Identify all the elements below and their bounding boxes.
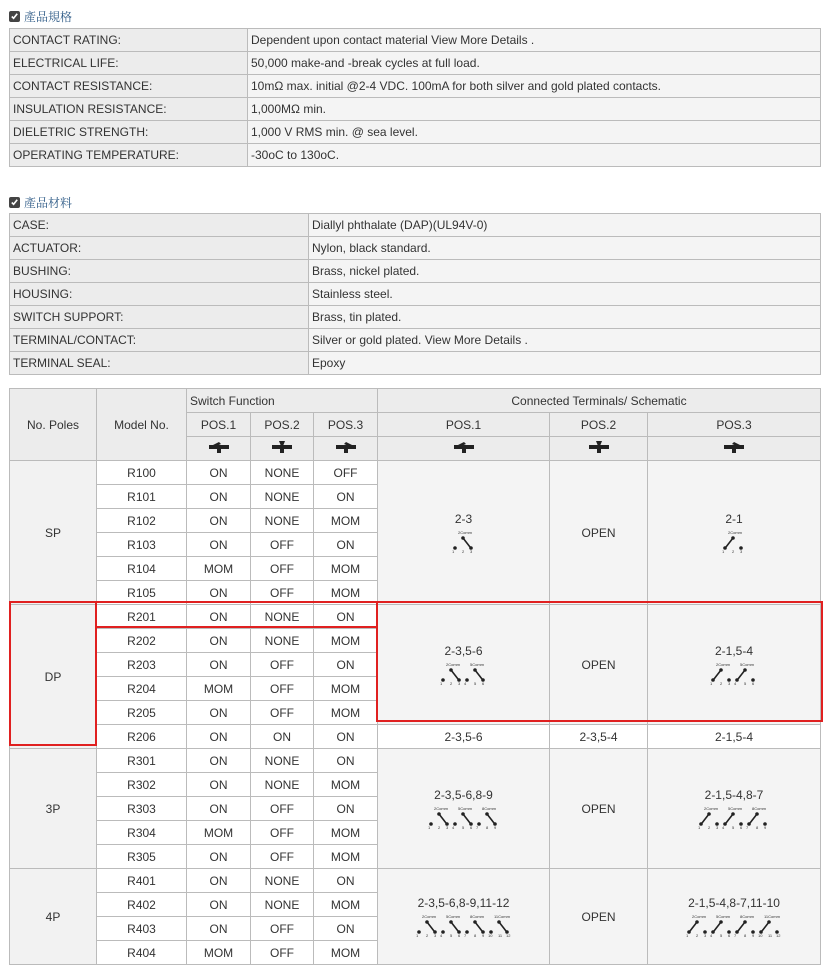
connection-pos1-cell bbox=[378, 869, 550, 965]
pos1-cell: ON bbox=[187, 653, 251, 677]
pos3-cell: ON bbox=[314, 485, 378, 509]
header-pos1: POS.1 bbox=[187, 413, 251, 437]
model-no-cell: R402 bbox=[97, 893, 187, 917]
pos3-cell: ON bbox=[314, 605, 378, 629]
toggle-icon bbox=[208, 440, 230, 454]
spec-label: OPERATING TEMPERATURE: bbox=[10, 144, 248, 167]
svg-text:10: 10 bbox=[758, 933, 763, 937]
spec-value: 1,000 V RMS min. @ sea level. bbox=[248, 121, 821, 144]
svg-text:2: 2 bbox=[425, 933, 428, 937]
pos3-cell: ON bbox=[314, 653, 378, 677]
svg-text:6: 6 bbox=[481, 681, 484, 685]
pos2-cell: OFF bbox=[251, 941, 314, 965]
spec-row bbox=[10, 52, 821, 75]
pos1-cell: ON bbox=[187, 773, 251, 797]
pos1-cell: ON bbox=[187, 461, 251, 485]
svg-text:7: 7 bbox=[734, 933, 737, 937]
pos3-cell: MOM bbox=[314, 677, 378, 701]
toggle-icon bbox=[453, 440, 475, 454]
connection-label: 2-3 bbox=[454, 512, 473, 526]
model-no-cell: R100 bbox=[97, 461, 187, 485]
connection-pos3-cell bbox=[648, 749, 821, 869]
pos3-cell: MOM bbox=[314, 629, 378, 653]
pos3-cell: MOM bbox=[314, 773, 378, 797]
header-pos2: POS.2 bbox=[251, 413, 314, 437]
connection-label: 2-3,5-6,8-9,11-12 bbox=[417, 896, 510, 910]
header-pos3: POS.3 bbox=[314, 413, 378, 437]
model-no-cell: R201 bbox=[97, 605, 187, 629]
spec-row bbox=[10, 329, 821, 352]
table-row bbox=[10, 461, 821, 485]
pos3-cell: OFF bbox=[314, 461, 378, 485]
svg-text:8Comm: 8Comm bbox=[740, 914, 755, 919]
pos2-cell: NONE bbox=[251, 629, 314, 653]
poles-cell: SP bbox=[10, 461, 97, 605]
spec-value: Stainless steel. bbox=[309, 283, 821, 306]
model-no-cell: R101 bbox=[97, 485, 187, 509]
spec-section-header[interactable] bbox=[9, 8, 72, 25]
schematic-pos3-icon bbox=[707, 661, 761, 685]
pos1-cell: MOM bbox=[187, 941, 251, 965]
model-no-cell: R305 bbox=[97, 845, 187, 869]
spec-label: ELECTRICAL LIFE: bbox=[10, 52, 248, 75]
schematic-pos3-icon bbox=[683, 913, 785, 937]
svg-text:2: 2 bbox=[696, 933, 699, 937]
svg-text:8Comm: 8Comm bbox=[752, 806, 767, 811]
pos1-cell: ON bbox=[187, 917, 251, 941]
pos1-cell: ON bbox=[187, 701, 251, 725]
svg-text:6: 6 bbox=[740, 825, 743, 829]
svg-text:1: 1 bbox=[722, 549, 725, 553]
svg-text:2Comm: 2Comm bbox=[716, 662, 731, 667]
svg-text:8: 8 bbox=[756, 825, 759, 829]
spec-label: CONTACT RESISTANCE: bbox=[10, 75, 248, 98]
spec-label: CONTACT RATING: bbox=[10, 29, 248, 52]
section-title: 產品材料 bbox=[24, 196, 73, 210]
pos2-cell: NONE bbox=[251, 485, 314, 509]
svg-text:4: 4 bbox=[463, 681, 466, 685]
model-no-cell: R205 bbox=[97, 701, 187, 725]
svg-text:4: 4 bbox=[722, 825, 725, 829]
svg-text:11: 11 bbox=[497, 933, 502, 937]
svg-text:2Comm: 2Comm bbox=[421, 914, 436, 919]
pos3-cell: MOM bbox=[314, 701, 378, 725]
switch-function-table bbox=[9, 388, 821, 965]
svg-text:1: 1 bbox=[439, 681, 442, 685]
spec-label: BUSHING: bbox=[10, 260, 309, 283]
pos2-cell: NONE bbox=[251, 605, 314, 629]
svg-text:5Comm: 5Comm bbox=[716, 914, 731, 919]
pos2-cell: NONE bbox=[251, 869, 314, 893]
model-no-cell: R103 bbox=[97, 533, 187, 557]
spec-value: Silver or gold plated. View More Details . bbox=[309, 329, 821, 352]
material-table bbox=[9, 213, 821, 375]
connection-pos1-cell: 2-3,5-6 bbox=[378, 725, 550, 749]
svg-text:5Comm: 5Comm bbox=[445, 914, 460, 919]
svg-text:3: 3 bbox=[704, 933, 707, 937]
schematic-pos3-icon bbox=[719, 529, 749, 553]
toggle-position-icon bbox=[550, 437, 648, 461]
svg-text:8Comm: 8Comm bbox=[469, 914, 484, 919]
spec-label: DIELETRIC STRENGTH: bbox=[10, 121, 248, 144]
pos3-cell: MOM bbox=[314, 557, 378, 581]
schematic-pos1-icon bbox=[413, 913, 515, 937]
spec-row bbox=[10, 75, 821, 98]
schematic-pos1-icon bbox=[449, 529, 479, 553]
schematic-pos1-icon bbox=[437, 661, 491, 685]
svg-text:3: 3 bbox=[445, 825, 448, 829]
svg-text:8Comm: 8Comm bbox=[481, 806, 496, 811]
svg-text:7: 7 bbox=[475, 825, 478, 829]
spec-label: INSULATION RESISTANCE: bbox=[10, 98, 248, 121]
svg-text:6: 6 bbox=[752, 681, 755, 685]
svg-text:1: 1 bbox=[698, 825, 701, 829]
spec-row bbox=[10, 29, 821, 52]
svg-text:1: 1 bbox=[710, 681, 713, 685]
svg-text:5: 5 bbox=[473, 681, 476, 685]
svg-text:10: 10 bbox=[487, 933, 492, 937]
pos3-cell: MOM bbox=[314, 821, 378, 845]
svg-text:2: 2 bbox=[708, 825, 711, 829]
spec-label: CASE: bbox=[10, 214, 309, 237]
model-no-cell: R202 bbox=[97, 629, 187, 653]
spec-row bbox=[10, 260, 821, 283]
svg-text:8: 8 bbox=[473, 933, 476, 937]
pos3-cell: MOM bbox=[314, 893, 378, 917]
svg-text:3: 3 bbox=[457, 681, 460, 685]
model-no-cell: R204 bbox=[97, 677, 187, 701]
header-conn-pos1: POS.1 bbox=[378, 413, 550, 437]
spec-value: 1,000MΩ min. bbox=[248, 98, 821, 121]
pos1-cell: ON bbox=[187, 509, 251, 533]
svg-text:9: 9 bbox=[752, 933, 755, 937]
model-no-cell: R301 bbox=[97, 749, 187, 773]
header-no-poles: No. Poles bbox=[10, 389, 97, 461]
pos1-cell: ON bbox=[187, 485, 251, 509]
pos2-cell: OFF bbox=[251, 653, 314, 677]
model-no-cell: R206 bbox=[97, 725, 187, 749]
pos3-cell: ON bbox=[314, 797, 378, 821]
pos1-cell: ON bbox=[187, 749, 251, 773]
svg-text:2Comm: 2Comm bbox=[457, 530, 472, 535]
table-row bbox=[10, 749, 821, 773]
svg-text:2Comm: 2Comm bbox=[728, 530, 743, 535]
material-section-header[interactable] bbox=[9, 194, 72, 211]
svg-text:4: 4 bbox=[734, 681, 737, 685]
svg-text:2: 2 bbox=[732, 549, 735, 553]
poles-cell: DP bbox=[10, 605, 97, 749]
pos2-cell: NONE bbox=[251, 509, 314, 533]
pos3-cell: MOM bbox=[314, 845, 378, 869]
spec-row bbox=[10, 98, 821, 121]
pos2-cell: OFF bbox=[251, 845, 314, 869]
schematic-pos3-icon bbox=[695, 805, 773, 829]
spec-label: SWITCH SUPPORT: bbox=[10, 306, 309, 329]
connection-pos2-cell: OPEN bbox=[550, 605, 648, 725]
spec-value: 50,000 make-and -break cycles at full load. bbox=[248, 52, 821, 75]
pos2-cell: NONE bbox=[251, 749, 314, 773]
model-no-cell: R203 bbox=[97, 653, 187, 677]
pos3-cell: ON bbox=[314, 725, 378, 749]
svg-text:1: 1 bbox=[451, 549, 454, 553]
svg-text:2: 2 bbox=[437, 825, 440, 829]
pos2-cell: NONE bbox=[251, 893, 314, 917]
svg-text:6: 6 bbox=[728, 933, 731, 937]
schematic-pos1-icon bbox=[425, 805, 503, 829]
svg-text:4: 4 bbox=[439, 933, 442, 937]
pos2-cell: OFF bbox=[251, 701, 314, 725]
pos2-cell: OFF bbox=[251, 917, 314, 941]
svg-text:2Comm: 2Comm bbox=[692, 914, 707, 919]
pos2-cell: OFF bbox=[251, 533, 314, 557]
svg-text:3: 3 bbox=[469, 549, 472, 553]
connection-pos2-cell: OPEN bbox=[550, 869, 648, 965]
svg-text:7: 7 bbox=[746, 825, 749, 829]
connection-pos2-cell: OPEN bbox=[550, 461, 648, 605]
svg-text:8: 8 bbox=[485, 825, 488, 829]
svg-text:4: 4 bbox=[710, 933, 713, 937]
connection-pos3-cell bbox=[648, 605, 821, 725]
header-connected-terminals: Connected Terminals/ Schematic bbox=[378, 389, 821, 413]
toggle-position-icon bbox=[648, 437, 821, 461]
connection-pos1-cell bbox=[378, 461, 550, 605]
svg-text:11: 11 bbox=[768, 933, 773, 937]
connection-pos2-cell: OPEN bbox=[550, 749, 648, 869]
header-conn-pos3: POS.3 bbox=[648, 413, 821, 437]
pos1-cell: ON bbox=[187, 869, 251, 893]
svg-text:11Comm: 11Comm bbox=[493, 914, 510, 919]
svg-text:3: 3 bbox=[716, 825, 719, 829]
spec-table bbox=[9, 28, 821, 167]
connection-pos1-cell bbox=[378, 749, 550, 869]
model-no-cell: R102 bbox=[97, 509, 187, 533]
svg-text:5: 5 bbox=[461, 825, 464, 829]
pos1-cell: MOM bbox=[187, 677, 251, 701]
svg-text:5: 5 bbox=[744, 681, 747, 685]
spec-row bbox=[10, 306, 821, 329]
svg-text:4: 4 bbox=[451, 825, 454, 829]
table-row bbox=[10, 725, 821, 749]
svg-text:12: 12 bbox=[505, 933, 510, 937]
toggle-icon bbox=[588, 440, 610, 454]
spec-value: Nylon, black standard. bbox=[309, 237, 821, 260]
connection-pos3-cell bbox=[648, 869, 821, 965]
model-no-cell: R104 bbox=[97, 557, 187, 581]
model-no-cell: R303 bbox=[97, 797, 187, 821]
model-no-cell: R105 bbox=[97, 581, 187, 605]
toggle-position-icon bbox=[314, 437, 378, 461]
pos2-cell: OFF bbox=[251, 581, 314, 605]
pos3-cell: ON bbox=[314, 869, 378, 893]
poles-cell: 3P bbox=[10, 749, 97, 869]
svg-text:3: 3 bbox=[728, 681, 731, 685]
pos3-cell: MOM bbox=[314, 509, 378, 533]
pos2-cell: NONE bbox=[251, 461, 314, 485]
connection-label: 2-3,5-6 bbox=[444, 644, 483, 658]
svg-text:5: 5 bbox=[449, 933, 452, 937]
pos2-cell: ON bbox=[251, 725, 314, 749]
model-no-cell: R403 bbox=[97, 917, 187, 941]
svg-text:2Comm: 2Comm bbox=[445, 662, 460, 667]
spec-value: Brass, nickel plated. bbox=[309, 260, 821, 283]
table-row bbox=[10, 869, 821, 893]
connection-label: 2-3,5-6,8-9 bbox=[434, 788, 493, 802]
svg-text:5Comm: 5Comm bbox=[469, 662, 484, 667]
svg-text:5: 5 bbox=[732, 825, 735, 829]
toggle-position-icon bbox=[251, 437, 314, 461]
pos3-cell: MOM bbox=[314, 941, 378, 965]
toggle-icon bbox=[723, 440, 745, 454]
svg-text:2Comm: 2Comm bbox=[704, 806, 719, 811]
header-model-no: Model No. bbox=[97, 389, 187, 461]
spec-row bbox=[10, 237, 821, 260]
pos1-cell: ON bbox=[187, 725, 251, 749]
model-no-cell: R404 bbox=[97, 941, 187, 965]
svg-text:2: 2 bbox=[461, 549, 464, 553]
poles-cell: 4P bbox=[10, 869, 97, 965]
model-no-cell: R401 bbox=[97, 869, 187, 893]
pos1-cell: ON bbox=[187, 629, 251, 653]
pos2-cell: OFF bbox=[251, 821, 314, 845]
pos2-cell: OFF bbox=[251, 797, 314, 821]
pos1-cell: ON bbox=[187, 581, 251, 605]
pos2-cell: OFF bbox=[251, 557, 314, 581]
toggle-icon bbox=[271, 440, 293, 454]
spec-row bbox=[10, 121, 821, 144]
spec-value: Epoxy bbox=[309, 352, 821, 375]
svg-text:5Comm: 5Comm bbox=[728, 806, 743, 811]
connection-label: 2-1 bbox=[725, 512, 743, 526]
pos3-cell: ON bbox=[314, 749, 378, 773]
spec-label: ACTUATOR: bbox=[10, 237, 309, 260]
svg-text:5: 5 bbox=[720, 933, 723, 937]
svg-text:8: 8 bbox=[744, 933, 747, 937]
spec-label: HOUSING: bbox=[10, 283, 309, 306]
pos3-cell: ON bbox=[314, 533, 378, 557]
section-title: 產品規格 bbox=[24, 10, 73, 24]
pos1-cell: MOM bbox=[187, 557, 251, 581]
spec-row bbox=[10, 283, 821, 306]
svg-text:6: 6 bbox=[469, 825, 472, 829]
spec-row bbox=[10, 214, 821, 237]
table-row bbox=[10, 605, 821, 629]
model-no-cell: R302 bbox=[97, 773, 187, 797]
pos3-cell: MOM bbox=[314, 581, 378, 605]
svg-text:1: 1 bbox=[415, 933, 418, 937]
svg-text:2Comm: 2Comm bbox=[433, 806, 448, 811]
svg-text:6: 6 bbox=[457, 933, 460, 937]
svg-text:9: 9 bbox=[493, 825, 496, 829]
checkbox-icon[interactable] bbox=[9, 11, 20, 22]
svg-text:5Comm: 5Comm bbox=[457, 806, 472, 811]
svg-text:3: 3 bbox=[740, 549, 743, 553]
pos2-cell: OFF bbox=[251, 677, 314, 701]
spec-value: 10mΩ max. initial @2-4 VDC. 100mA for both silver and gold plated contacts. bbox=[248, 75, 821, 98]
toggle-position-icon bbox=[378, 437, 550, 461]
connection-label: 2-1,5-4 bbox=[714, 644, 754, 658]
pos2-cell: NONE bbox=[251, 773, 314, 797]
connection-pos3-cell: 2-1,5-4 bbox=[648, 725, 821, 749]
connection-pos3-cell bbox=[648, 461, 821, 605]
svg-text:1: 1 bbox=[427, 825, 430, 829]
svg-text:9: 9 bbox=[481, 933, 484, 937]
svg-text:5Comm: 5Comm bbox=[740, 662, 755, 667]
spec-row bbox=[10, 352, 821, 375]
spec-value: Brass, tin plated. bbox=[309, 306, 821, 329]
svg-text:12: 12 bbox=[776, 933, 781, 937]
svg-text:3: 3 bbox=[433, 933, 436, 937]
svg-text:9: 9 bbox=[764, 825, 767, 829]
header-switch-function: Switch Function bbox=[187, 389, 378, 413]
connection-pos1-cell bbox=[378, 605, 550, 725]
svg-text:2: 2 bbox=[449, 681, 452, 685]
checkbox-icon[interactable] bbox=[9, 197, 20, 208]
pos1-cell: ON bbox=[187, 533, 251, 557]
toggle-icon bbox=[335, 440, 357, 454]
svg-text:2: 2 bbox=[720, 681, 723, 685]
spec-label: TERMINAL/CONTACT: bbox=[10, 329, 309, 352]
spec-label: TERMINAL SEAL: bbox=[10, 352, 309, 375]
svg-text:7: 7 bbox=[463, 933, 466, 937]
model-no-cell: R304 bbox=[97, 821, 187, 845]
pos1-cell: ON bbox=[187, 845, 251, 869]
pos1-cell: ON bbox=[187, 797, 251, 821]
svg-text:1: 1 bbox=[686, 933, 689, 937]
pos3-cell: ON bbox=[314, 917, 378, 941]
pos1-cell: ON bbox=[187, 605, 251, 629]
header-conn-pos2: POS.2 bbox=[550, 413, 648, 437]
spec-value: Diallyl phthalate (DAP)(UL94V-0) bbox=[309, 214, 821, 237]
connection-pos2-cell: 2-3,5-4 bbox=[550, 725, 648, 749]
spec-row bbox=[10, 144, 821, 167]
pos1-cell: ON bbox=[187, 893, 251, 917]
pos1-cell: MOM bbox=[187, 821, 251, 845]
svg-text:11Comm: 11Comm bbox=[764, 914, 780, 919]
connection-label: 2-1,5-4,8-7 bbox=[704, 788, 764, 802]
spec-value: -30oC to 130oC. bbox=[248, 144, 821, 167]
spec-value: Dependent upon contact material View More Details . bbox=[248, 29, 821, 52]
toggle-position-icon bbox=[187, 437, 251, 461]
connection-label: 2-1,5-4,8-7,11-10 bbox=[688, 896, 780, 910]
